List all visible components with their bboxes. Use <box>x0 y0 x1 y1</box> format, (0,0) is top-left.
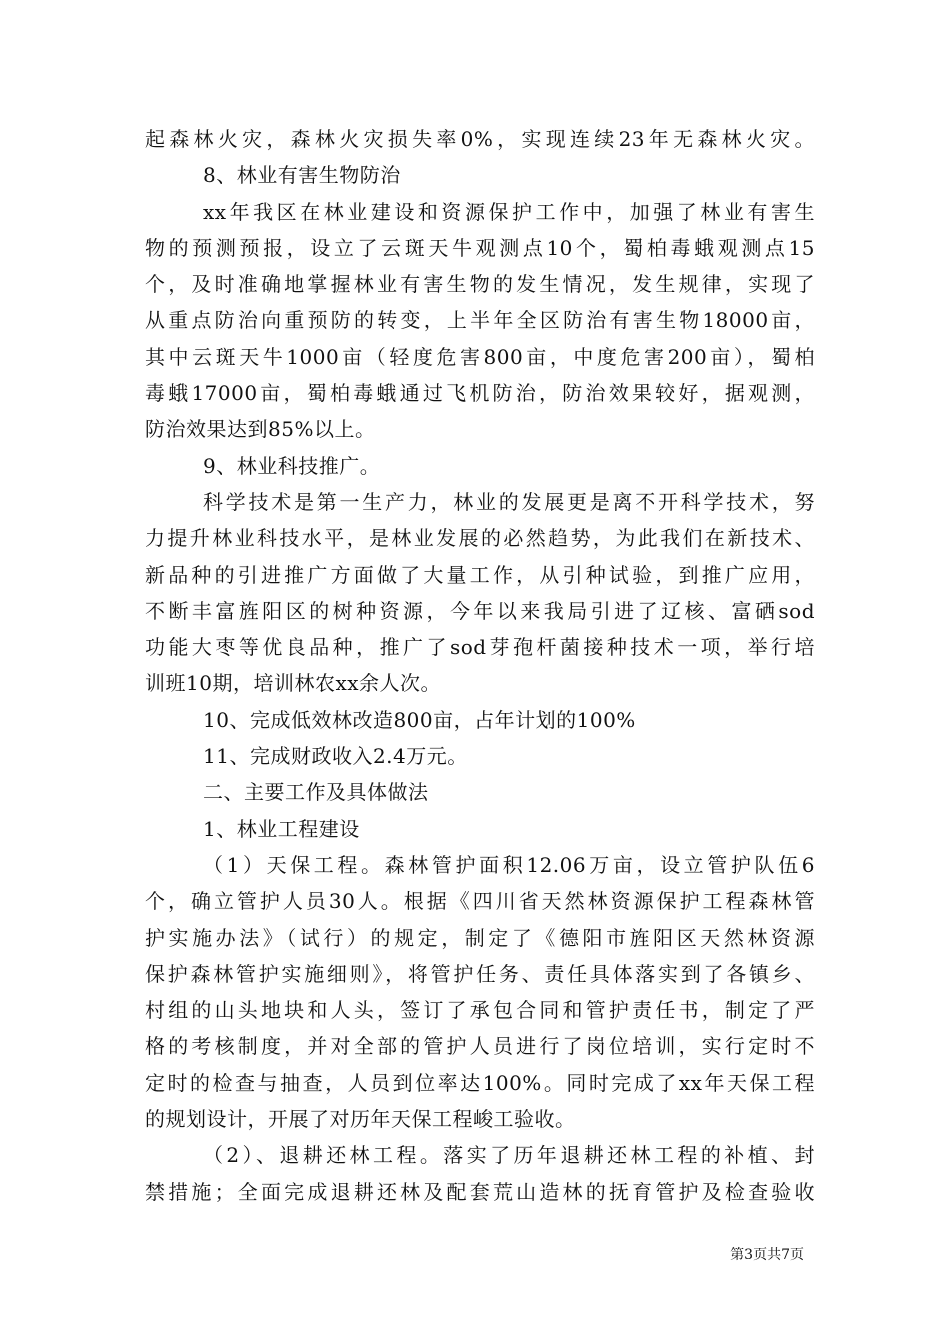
text-line: 个，及时准确地掌握林业有害生物的发生情况，发生规律，实现了 <box>145 272 815 297</box>
text-line: （1）天保工程。森林管护面积12.06万亩，设立管护队伍6 <box>203 852 815 877</box>
text-line: 护实施办法》（试行）的规定，制定了《德阳市旌阳区天然林资源 <box>145 925 815 950</box>
text-line: 个，确立管护人员30人。根据《四川省天然林资源保护工程森林管 <box>145 889 815 914</box>
text-line: 防治效果达到85%以上。 <box>145 417 376 442</box>
text-line: 保护森林管护实施细则》，将管护任务、责任具体落实到了各镇乡、 <box>145 961 815 986</box>
text-line: 起森林火灾，森林火灾损失率0%，实现连续23年无森林火灾。 <box>145 127 815 151</box>
text-line: 新品种的引进推广方面做了大量工作，从引种试验，到推广应用， <box>145 562 815 587</box>
text-line: 村组的山头地块和人头，签订了承包合同和管护责任书，制定了严 <box>145 998 815 1023</box>
text-line: 定时的检查与抽查，人员到位率达100%。同时完成了xx年天保工程 <box>145 1070 815 1095</box>
page-number-footer: 第3页共7页 <box>730 1247 804 1263</box>
text-line: xx年我区在林业建设和资源保护工作中，加强了林业有害生 <box>203 199 815 224</box>
text-line: （2）、退耕还林工程。落实了历年退耕还林工程的补植、封 <box>203 1143 815 1168</box>
text-line: 科学技术是第一生产力，林业的发展更是离不开科学技术，努 <box>203 489 815 514</box>
text-line: 不断丰富旌阳区的树种资源，今年以来我局引进了辽核、富硒sod <box>145 598 815 623</box>
text-line: 10、完成低效林改造800亩，占年计划的100% <box>203 707 636 732</box>
text-line: 禁措施；全面完成退耕还林及配套荒山造林的抚育管护及检查验收 <box>145 1179 815 1204</box>
section-heading: 9、林业科技推广。 <box>203 453 381 478</box>
text-line: 毒蛾17000亩，蜀柏毒蛾通过飞机防治，防治效果较好，据观测， <box>145 381 815 406</box>
document-body <box>145 121 815 1210</box>
section-heading: 1、林业工程建设 <box>203 816 360 841</box>
text-line: 物的预测预报，设立了云斑天牛观测点10个，蜀柏毒蛾观测点15 <box>145 235 815 260</box>
text-line: 的规划设计，开展了对历年天保工程峻工验收。 <box>145 1107 576 1132</box>
text-line: 力提升林业科技水平，是林业发展的必然趋势，为此我们在新技术、 <box>145 526 815 551</box>
text-line: 格的考核制度，并对全部的管护人员进行了岗位培训，实行定时不 <box>145 1034 815 1059</box>
section-heading: 二、主要工作及具体做法 <box>203 780 429 805</box>
text-line: 其中云斑天牛1000亩（轻度危害800亩，中度危害200亩），蜀柏 <box>145 344 815 369</box>
text-line: 从重点防治向重预防的转变，上半年全区防治有害生物18000亩， <box>145 308 815 333</box>
text-line: 训班10期，培训林农xx余人次。 <box>145 671 442 696</box>
text-line: 11、完成财政收入2.4万元。 <box>203 744 468 769</box>
text-line: 功能大枣等优良品种，推广了sod芽孢杆菌接种技术一项，举行培 <box>145 635 815 660</box>
section-heading: 8、林业有害生物防治 <box>203 163 401 188</box>
